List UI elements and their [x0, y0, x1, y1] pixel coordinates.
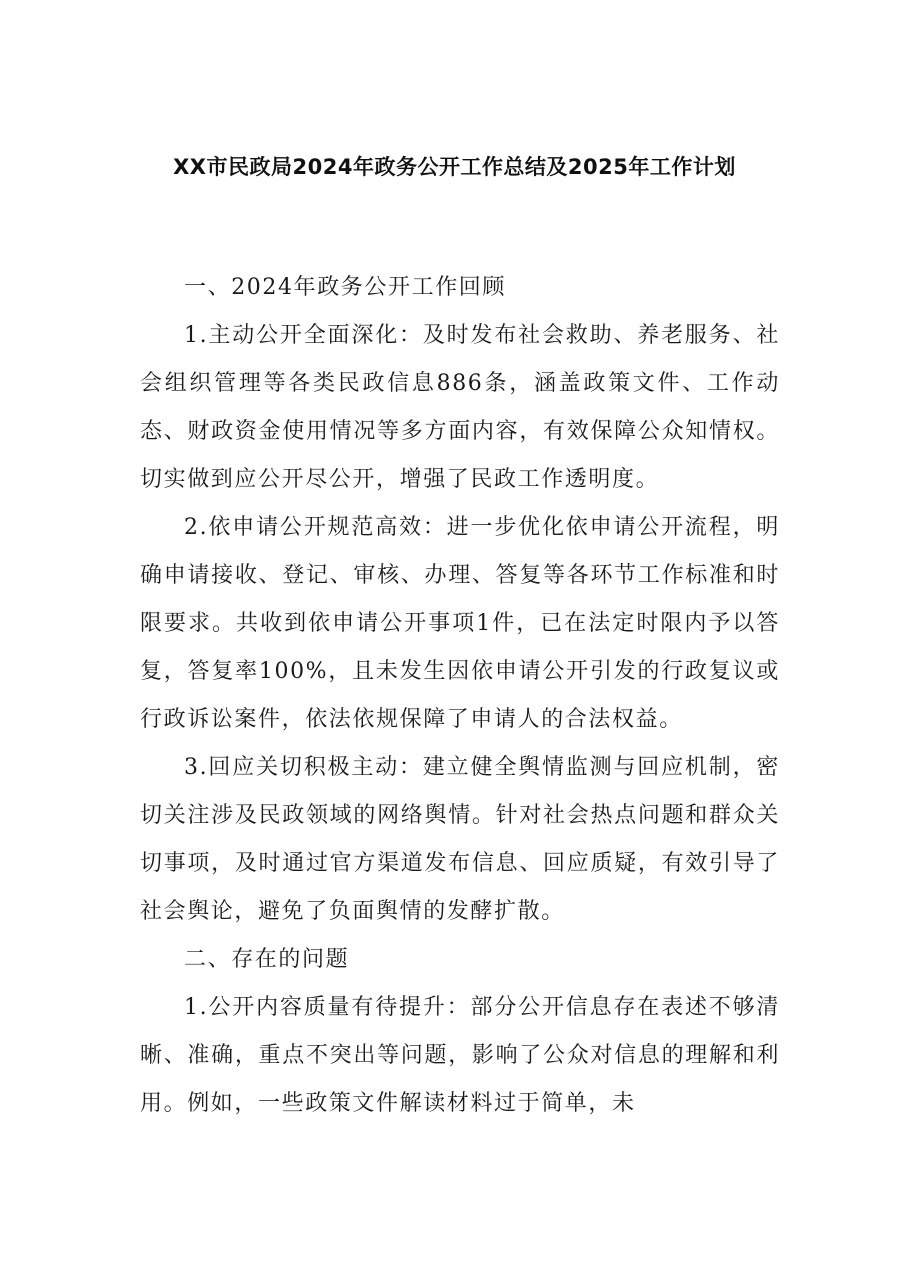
paragraph-content-quality: 1.公开内容质量有待提升：部分公开信息存在表述不够清晰、准确，重点不突出等问题，影响了公众对信息的理解和利用。例如，一些政策文件解读材料过于简单，未	[140, 995, 780, 1116]
paragraph-proactive-disclosure: 1.主动公开全面深化：及时发布社会救助、养老服务、社会组织管理等各类民政信息886条，涵盖政策文件、工作动态、财政资金使用情况等多方面内容，有效保障公众知情权。切实做到应公开尽公开，增强了民政工作透明度。	[140, 323, 780, 492]
paragraph-application-disclosure: 2.依申请公开规范高效：进一步优化依申请公开流程，明确申请接收、登记、审核、办理、答复等各环节工作标准和时限要求。共收到依申请公开事项1件，已在法定时限内予以答复，答复率100%，且未发生因依申请公开引发的行政复议或行政诉讼案件，依法依规保障了申请人的合法权益。	[140, 515, 780, 732]
section-heading-problems: 二、存在的问题	[184, 947, 350, 972]
section-heading-review: 一、2024年政务公开工作回顾	[184, 275, 506, 300]
document-title: XX市民政局2024年政务公开工作总结及2025年工作计划	[173, 155, 736, 179]
paragraph-public-concerns: 3.回应关切积极主动：建立健全舆情监测与回应机制，密切关注涉及民政领域的网络舆情。针对社会热点问题和群众关切事项，及时通过官方渠道发布信息、回应质疑，有效引导了社会舆论，避免了负面舆情的发酵扩散。	[140, 755, 780, 924]
document-body	[140, 264, 780, 1128]
